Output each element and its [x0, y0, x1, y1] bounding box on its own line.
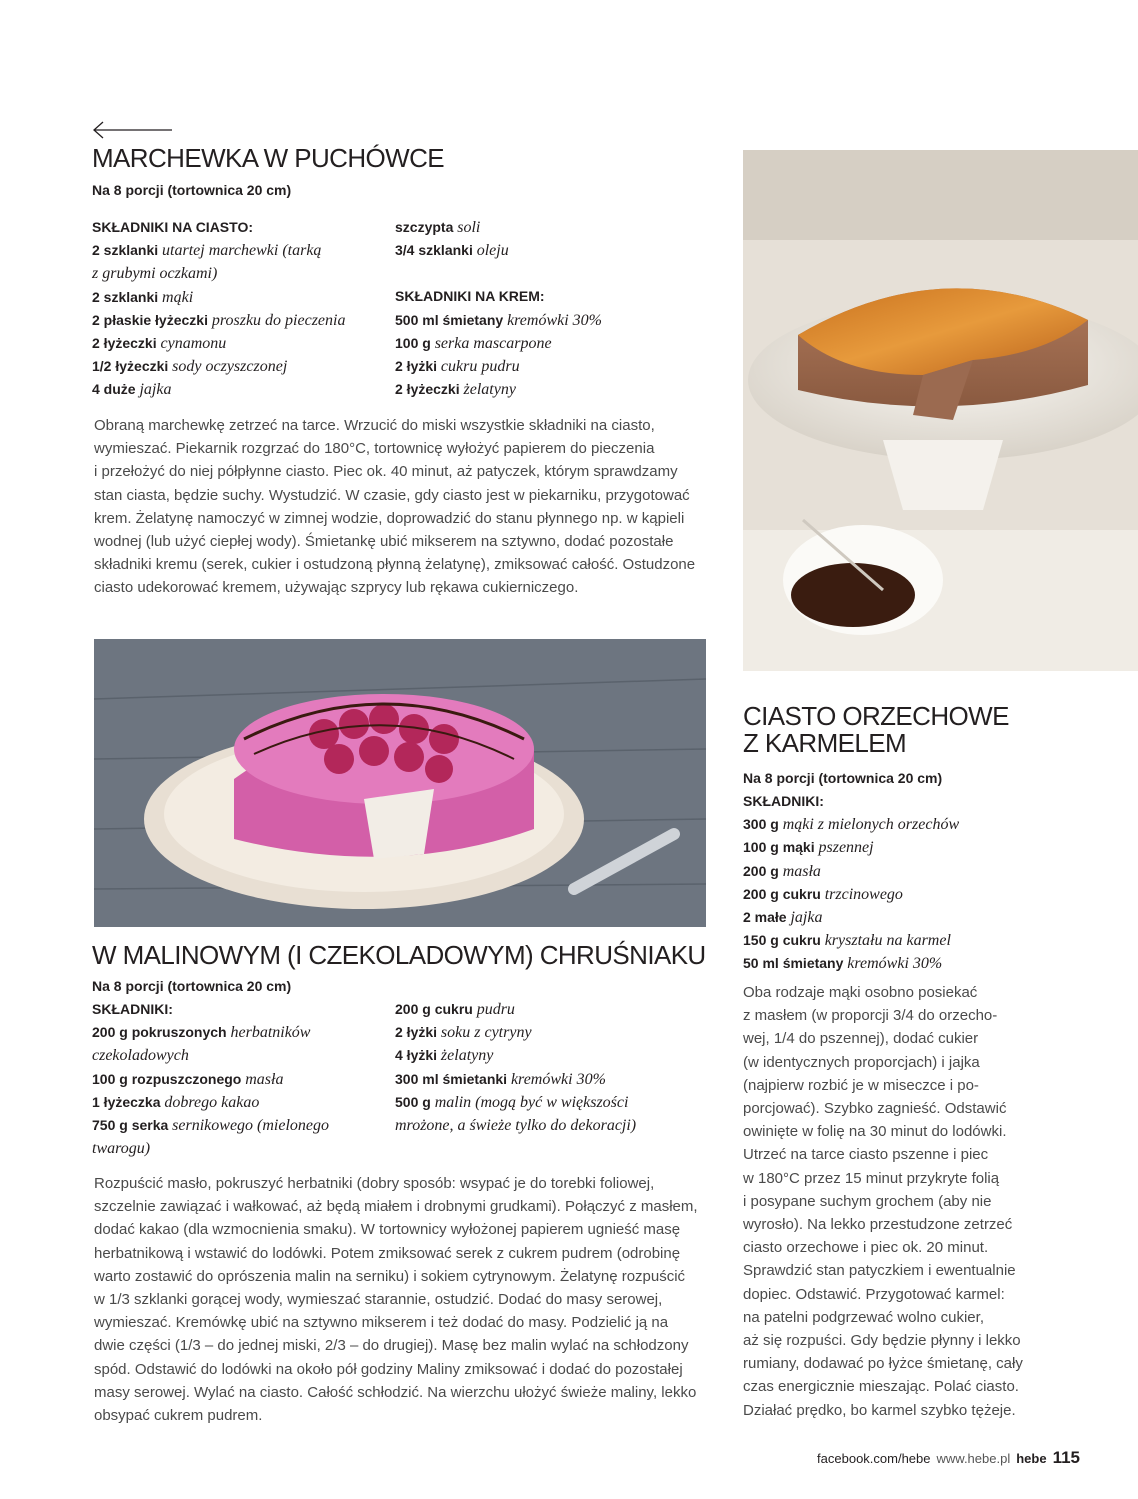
ingredient-name: malin (mogą być w większości [434, 1093, 629, 1111]
ingredient-quantity: 200 g cukru [743, 885, 825, 902]
ingredients-heading: SKŁADNIKI: [92, 1001, 173, 1017]
back-arrow-icon[interactable] [92, 120, 174, 140]
ingredient-quantity: 2 szklanki [92, 242, 163, 259]
ingredient-row [395, 239, 725, 262]
raspberry-cheesecake-photo [94, 639, 706, 927]
method-line: wyrosło). Na lekko przestudzone zetrzeć [743, 1216, 1013, 1234]
method-line: z masłem (w proporcji 3/4 do orzecho- [743, 1007, 998, 1025]
ingredient-quantity: 200 g cukru [395, 1001, 477, 1017]
ingredient-quantity: 200 g [743, 862, 783, 879]
method-line: spód. Odstawić do lodówki na około pół godziny Maliny zmiksować i dodać do pozostałej [94, 1360, 683, 1378]
page-number: 115 [1052, 1448, 1080, 1467]
method-line: w 180°C przez 15 minut przykryte folią [743, 1169, 1000, 1187]
ingredient-name: sernikowego (mielonego [172, 1117, 330, 1135]
ingredients-list [743, 790, 1073, 976]
ingredient-quantity: 200 g pokruszonych [92, 1024, 231, 1041]
recipe-title-line: CIASTO ORZECHOWE [743, 701, 1009, 731]
ingredient-name: kremówki 30% [847, 955, 943, 973]
method-line: w 1/3 szklanki gorącej wody, wymieszać starannie, ostudzić. Dodać do masy serowej, [94, 1291, 663, 1309]
method-line: ciasto orzechowe i piec ok. 20 minut. [743, 1239, 989, 1257]
ingredient-row [395, 998, 725, 1021]
method-line: krem. Żelatynę namoczyć w zimnej wodzie, doprowadzić do stanu płynnego np. w kąpieli [94, 509, 685, 527]
ingredient-row [92, 332, 392, 355]
ingredient-row [395, 1021, 725, 1044]
ingredient-name: mrożone, a świeże tylko do dekoracji) [395, 1117, 637, 1135]
ingredients-heading: SKŁADNIKI: [743, 793, 824, 809]
ingredient-row [395, 1044, 725, 1067]
ingredient-quantity: 2 łyżki [395, 358, 441, 375]
ingredient-name: soli [457, 219, 481, 236]
method-line: dodać kakao (dla wzmocnienia smaku). W tortownicy wyłożonej papierem ugnieść masę [94, 1221, 681, 1239]
ingredient-row [92, 262, 392, 285]
ingredient-row [743, 952, 1073, 975]
ingredients-heading: SKŁADNIKI NA KREM: [395, 288, 545, 305]
recipe-title [743, 703, 1009, 757]
ingredient-name: masła [245, 1070, 284, 1088]
ingredient-name: jajka [139, 381, 172, 399]
ingredient-name: serka mascarpone [434, 334, 552, 352]
recipe-title: W MALINOWYM (I CZEKOLADOWYM) CHRUŚNIAKU [92, 940, 706, 970]
ingredient-quantity: 3/4 szklanki [395, 242, 477, 259]
method-line: wymieszać. Piekarnik rozgrzać do 180°C, tortownicę wyłożyć papierem do pieczenia [94, 440, 655, 458]
ingredient-quantity: 500 ml śmietany [395, 311, 508, 328]
ingredients-left [92, 998, 392, 1160]
method-line: wej, 1/4 do pszennej), dodać cukier [743, 1030, 979, 1048]
ingredient-quantity: 2 łyżeczki [395, 381, 464, 398]
ingredient-row [92, 378, 392, 401]
method-line: Działać prędko, bo karmel szybko tężeje. [743, 1401, 1016, 1419]
ingredient-name: kremówki 30% [510, 1070, 606, 1088]
method-line: dwie części (1/3 – do jednej miski, 2/3 – do drugiej). Masę bez malin wylać na schłodzony [94, 1337, 689, 1355]
method-line: (w identycznych proporcjach) i jajka [743, 1053, 980, 1071]
page-footer [817, 1448, 1080, 1468]
method-line: składniki kremu (serek, cukier i ostudzoną płynną żelatynę), zmiksować całość. Ostudzone [94, 556, 696, 574]
ingredient-quantity: 500 g [395, 1093, 435, 1110]
ingredients-left [92, 216, 392, 402]
ingredient-name: z grubymi oczkami) [92, 265, 218, 283]
ingredient-name: cukru pudru [440, 358, 520, 376]
ingredient-row [743, 836, 1073, 859]
ingredients-heading: SKŁADNIKI NA CIASTO: [92, 219, 253, 235]
ingredient-name: czekoladowych [92, 1047, 189, 1065]
portion-info: Na 8 porcji (tortownica 20 cm) [92, 182, 292, 198]
ingredient-name: jajka [790, 909, 823, 927]
ingredient-quantity: 2 płaskie łyżeczki [92, 311, 212, 328]
ingredient-row [92, 355, 392, 378]
ingredient-name: mąki [162, 288, 194, 306]
ingredient-quantity: 1 łyżeczka [92, 1093, 165, 1110]
ingredient-row [395, 355, 725, 378]
ingredient-row [395, 1068, 725, 1091]
ingredient-row [92, 1091, 392, 1114]
method-line: dopiec. Odstawić. Przygotować karmel: [743, 1285, 1005, 1303]
ingredient-row [92, 309, 392, 332]
ingredient-quantity: 100 g [395, 334, 435, 351]
recipe-method [94, 414, 695, 600]
ingredient-row [92, 1137, 392, 1160]
ingredient-name: dobrego kakao [164, 1093, 260, 1111]
ingredient-quantity: 2 małe [743, 909, 791, 926]
method-line: owinięte w folię na 30 minut do lodówki. [743, 1123, 1007, 1141]
ingredient-name: oleju [476, 242, 509, 260]
portion-info: Na 8 porcji (tortownica 20 cm) [92, 978, 292, 994]
ingredient-quantity: 1/2 łyżeczki [92, 358, 173, 375]
ingredient-row [395, 309, 725, 332]
ingredient-quantity: 4 duże [92, 381, 140, 398]
ingredients-right [395, 216, 725, 401]
ingredient-quantity: 300 g [743, 816, 783, 833]
method-line: Obraną marchewkę zetrzeć na tarce. Wrzucić do miski wszystkie składniki na ciasto, [94, 417, 655, 434]
method-line: masy serowej. Wylać na ciasto. Całość schłodzić. Na wierzchu ułożyć świeże maliny, lekko [94, 1383, 697, 1401]
ingredient-name: kremówki 30% [507, 311, 602, 329]
ingredient-name: twarogu) [92, 1140, 151, 1158]
ingredient-name: herbatników [230, 1024, 311, 1042]
ingredient-row [743, 813, 1073, 836]
portion-info: Na 8 porcji (tortownica 20 cm) [743, 770, 943, 786]
ingredient-name: proszku do pieczenia [211, 311, 346, 329]
ingredient-quantity: 100 g rozpuszczonego [92, 1070, 246, 1087]
recipe-method [94, 1172, 698, 1427]
ingredient-row [395, 332, 725, 355]
recipe-title: MARCHEWKA W PUCHÓWCE [92, 143, 445, 173]
ingredient-name: cynamonu [160, 335, 227, 353]
website-link[interactable]: www.hebe.pl [936, 1451, 1011, 1466]
ingredient-name: utartej marchewki (tarką [162, 242, 322, 260]
ingredient-row [395, 378, 725, 401]
method-line: porcjować). Szybko zagnieść. Odstawić [743, 1100, 1007, 1118]
method-line: stan ciasta, będzie suchy. Wystudzić. W czasie, gdy ciasto jest w piekarniku, przygotować [94, 486, 690, 504]
method-line: obsypać cukrem pudrem. [94, 1407, 263, 1425]
cheesecake-photo [743, 150, 1138, 671]
ingredient-quantity: 2 łyżeczki [92, 335, 161, 352]
ingredient-name: mąki z mielonych orzechów [782, 816, 960, 834]
facebook-link[interactable]: facebook.com/hebe [817, 1451, 931, 1466]
ingredient-name: soku z cytryny [440, 1024, 532, 1042]
ingredient-quantity: 2 szklanki [92, 288, 163, 305]
ingredient-row [92, 1044, 392, 1067]
method-line: Rozpuścić masło, pokruszyć herbatniki (dobry sposób: wsypać je do torebki foliowej, [94, 1175, 655, 1192]
ingredient-name: pszennej [818, 839, 874, 857]
ingredient-quantity: 100 g mąki [743, 839, 819, 856]
recipe-method [743, 981, 1023, 1422]
ingredient-quantity: 2 łyżki [395, 1024, 441, 1041]
method-line: na patelni podgrzewać wolno cukier, [743, 1308, 984, 1326]
ingredient-quantity: 300 ml śmietanki [395, 1070, 511, 1087]
method-line: herbatnikową i wstawić do lodówki. Potem zmiksować serek z cukrem pudrem (odrobinę [94, 1244, 681, 1262]
ingredient-row [92, 286, 392, 309]
ingredient-quantity: 4 łyżki [395, 1047, 441, 1064]
ingredient-row [92, 1021, 392, 1044]
ingredient-name: pudru [476, 1001, 515, 1018]
ingredient-row [92, 1068, 392, 1091]
ingredient-row [395, 1091, 725, 1114]
ingredient-row [395, 1114, 725, 1137]
ingredient-quantity: 150 g cukru [743, 932, 825, 949]
ingredient-row [743, 929, 1073, 952]
method-line: Sprawdzić stan patyczkiem i ewentualnie [743, 1262, 1016, 1280]
ingredient-quantity: 750 g serka [92, 1117, 173, 1134]
ingredient-row [92, 1114, 392, 1137]
ingredient-name: kryształu na karmel [824, 932, 951, 950]
method-line: wodnej (lub użyć ciepłej wody). Śmietankę ubić mikserem na sztywno, dodać pozostałe [94, 533, 674, 551]
method-line: szczelnie zawiązać i wałkować, aż będą miałem i drobnymi grudkami). Połączyć z masłem, [94, 1198, 698, 1216]
ingredient-row [743, 860, 1073, 883]
method-line: wymieszać. Kremówkę ubić na sztywno mikserem i też dodać do masy. Podzielić ją na [94, 1314, 669, 1332]
method-line: ciasto udekorować kremem, używając szprycy lub rękawa cukierniczego. [94, 579, 579, 597]
ingredient-name: żelatyny [463, 381, 516, 399]
ingredient-quantity: 50 ml śmietany [743, 955, 848, 972]
recipe-title-line: Z KARMELEM [743, 728, 907, 758]
method-line: warto zostawić do oprószenia malin na serniku) i sokiem cytrynowym. Żelatynę rozpuścić [94, 1267, 686, 1285]
method-line: i przełożyć do niej półpłynne ciasto. Piec ok. 40 minut, aż patyczek, którym sprawdzamy [94, 463, 678, 481]
ingredients-right [395, 998, 725, 1137]
ingredient-name: trzcinowego [824, 885, 903, 903]
ingredient-row [743, 906, 1073, 929]
method-line: (najpierw rozbić je w miseczce i po- [743, 1076, 979, 1094]
ingredient-row [92, 239, 392, 262]
ingredient-row [395, 216, 725, 239]
ingredient-name: żelatyny [440, 1047, 494, 1065]
method-line: czas energicznie mieszając. Polać ciasto. [743, 1378, 1019, 1396]
method-line: i posypane suchym grochem (aby nie [743, 1192, 992, 1210]
ingredient-name: sody oczyszczonej [172, 358, 288, 376]
ingredient-name: masła [782, 862, 821, 880]
method-line: rumiany, dodawać po łyżce śmietanę, cały [743, 1355, 1023, 1373]
brand-name: hebe [1016, 1451, 1047, 1466]
method-line: Utrzeć na tarce ciasto pszenne i piec [743, 1146, 989, 1164]
ingredient-quantity: szczypta [395, 219, 458, 235]
method-line: Oba rodzaje mąki osobno posiekać [743, 984, 978, 1001]
method-line: aż się rozpuści. Gdy będzie płynny i lekko [743, 1332, 1021, 1350]
ingredient-row [743, 883, 1073, 906]
